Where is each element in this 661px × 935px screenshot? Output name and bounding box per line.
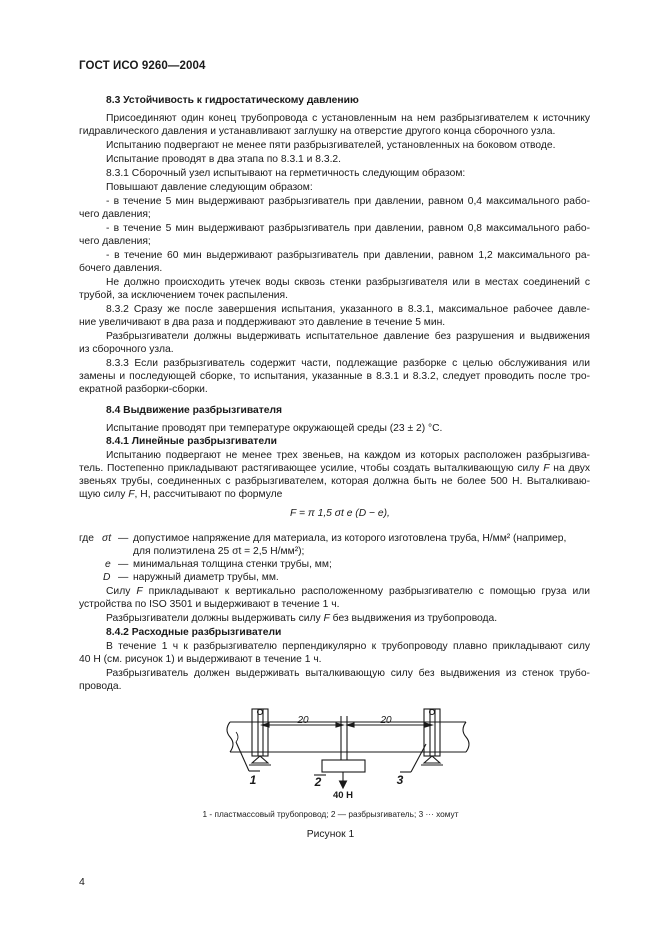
- paragraph-line: Разбрызгиватель должен выдерживать выталкивающую силу без выдвижения из стенок трубо-: [106, 668, 590, 679]
- definition-dash: —: [118, 559, 129, 570]
- paragraph-line: Испытание проводят в два этапа по 8.3.1 и 8.3.2.: [106, 154, 342, 165]
- dimension-label-right: 20: [380, 715, 392, 726]
- paragraph-line: устройства по ISO 3501 и выдерживают в течение 1 ч.: [79, 599, 340, 610]
- definition-text: минимальная толщина стенки трубы, мм;: [133, 559, 332, 570]
- callout-3: 3: [396, 773, 404, 787]
- list-item-cont: чего давления;: [79, 236, 151, 247]
- clause-8-3-2: 8.3.2 Сразу же после завершения испытания, указанного в 8.3.1, максимальное рабочее давле-: [106, 304, 590, 315]
- definition-text: допустимое напряжение для материала, из которого изготовлена труба, Н/мм² (например,: [133, 533, 567, 544]
- paragraph-line: Силу F прикладывают к вертикально расположенному разбрызгивателю с помощью груза или: [106, 586, 590, 597]
- formula: F = π 1,5 σt e (D − e),: [290, 508, 390, 519]
- section-8-4-1-title: 8.4.1 Линейные разбрызгиватели: [106, 436, 277, 447]
- symbol-e: e: [105, 559, 111, 570]
- list-item-cont: чего давления;: [79, 209, 151, 220]
- paragraph-line: Повышают давление следующим образом:: [106, 182, 313, 193]
- definition-dash: —: [118, 572, 129, 583]
- running-header: ГОСТ ИСО 9260—2004: [79, 60, 206, 72]
- page-number: 4: [79, 876, 85, 888]
- paragraph-line: провода.: [79, 681, 122, 692]
- section-8-3-title: 8.3 Устойчивость к гидростатическому давлению: [106, 95, 359, 106]
- leader-1: [236, 742, 249, 771]
- paragraph-line: трубой, за исключением точек распыления.: [79, 290, 288, 301]
- force-label: 40 Н: [332, 790, 354, 801]
- paragraph-line: ние увеличивают в два раза и поддерживают это давление в течение 5 мин.: [79, 317, 446, 328]
- paragraph-line: замены и последующей сборке, то испытания, указанные в 8.3.1 и 8.3.2, следует проводить после тро-: [79, 371, 590, 382]
- list-item: - в течение 60 мин выдерживают разбрызгиватель при давлении, равном 1,2 максимального ра-: [106, 250, 590, 261]
- paragraph-line: гидравлического давления и устанавливают заглушку на отверстие другого конца сборочного узла.: [79, 126, 556, 137]
- paragraph-line: Испытанию подвергают не менее трех звеньев, на каждом из которых расположен разбрызгива-: [106, 450, 590, 461]
- clause-8-3-3: 8.3.3 Если разбрызгиватель содержит части, подлежащие разборке с целью обслуживания или: [106, 358, 590, 369]
- paragraph-line: Не должно происходить утечек воды сквозь стенки разбрызгивателя или в местах соединений с: [106, 277, 590, 288]
- paragraph-line: В течение 1 ч к разбрызгивателю перпендикулярно к трубопроводу плавно прикладывают силу: [106, 641, 590, 652]
- paragraph-line: Испытание проводят при температуре окружающей среды (23 ± 2) °С.: [106, 423, 443, 434]
- paragraph-line: из сборочного узла.: [79, 344, 174, 355]
- section-8-4-2-title: 8.4.2 Расходные разбрызгиватели: [106, 627, 282, 638]
- definition-text: для полиэтилена 25 σt = 2,5 Н/мм²);: [133, 546, 305, 557]
- sprinkler-block: [322, 760, 365, 772]
- clamp-left: [252, 709, 268, 756]
- symbol-D: D: [103, 572, 111, 583]
- pipe-left-break: [227, 722, 233, 752]
- pipe-right-break: [463, 722, 469, 752]
- paragraph-line: Разбрызгиватели должны выдерживать силу F без выдвижения из трубопровода.: [106, 613, 498, 624]
- section-8-4-title: 8.4 Выдвижение разбрызгивателя: [106, 405, 283, 416]
- paragraph-line: екратной разборки-сборки.: [79, 384, 208, 395]
- definition-text: наружный диаметр трубы, мм.: [133, 572, 279, 583]
- callout-2: 2: [314, 775, 322, 789]
- paragraph-line: Разбрызгиватели должны выдерживать испытательное давление без разрушения и выдвижения: [106, 331, 590, 342]
- dimension-label-left: 20: [297, 715, 309, 726]
- list-item-cont: бочего давления.: [79, 263, 163, 274]
- paragraph-line: 40 Н (см. рисунок 1) и выдерживают в течение 1 ч.: [79, 654, 322, 665]
- clamp-right: [424, 709, 440, 756]
- figure-caption: 1 - пластмассовый трубопровод; 2 — разбрызгиватель; 3 ··· хомут: [202, 809, 459, 819]
- list-item: - в течение 5 мин выдерживают разбрызгиватель при давлении, равном 0,8 максимального рабо-: [106, 223, 590, 234]
- callout-1: 1: [249, 773, 257, 787]
- paragraph-line: звеньях трубы, соединенных с разбрызгивателем, которая должна быть не более 500 Н. Выталкиваю-: [79, 476, 590, 487]
- symbol-sigma: σt: [102, 533, 112, 544]
- list-item: - в течение 5 мин выдерживают разбрызгиватель при давлении, равном 0,4 максимального рабо-: [106, 196, 590, 207]
- paragraph-line: Присоединяют один конец трубопровода с установленным на нем разбрызгивателем к источнику: [106, 113, 590, 124]
- where-label: где: [79, 533, 95, 544]
- clause-8-3-1: 8.3.1 Сборочный узел испытывают на герметичность следующим образом:: [106, 168, 466, 179]
- paragraph-line: Испытанию подвергают не менее пяти разбрызгивателей, установленных на боковом отводе.: [106, 140, 556, 151]
- figure-title: Рисунок 1: [306, 829, 355, 840]
- definition-dash: —: [118, 533, 129, 544]
- paragraph-line: щую силу F, Н, рассчитывают по формуле: [79, 489, 283, 500]
- paragraph-line: тель. Постепенно прикладывают растягивающее усилие, чтобы создать выталкивающую силу F на двух: [79, 463, 591, 474]
